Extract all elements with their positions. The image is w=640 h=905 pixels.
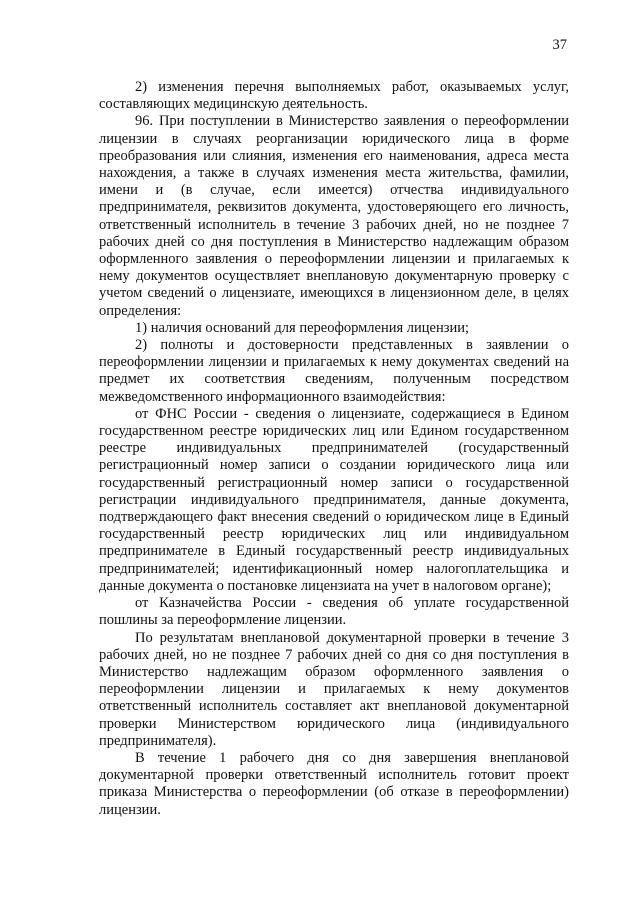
document-body [99,79,569,819]
paragraph-item-2: 2) изменения перечня выполняемых работ, оказываемых услуг, составляющих медицинскую деятельность. [99,79,569,113]
paragraph-list-item-2: 2) полноты и достоверности представленных в заявлении о переоформлении лицензии и прилагаемых к нему документах сведений на предмет их соответствия сведениям, полученным посредством межведомственного информационного взаимодействия: [99,337,569,405]
page-number: 37 [552,37,567,53]
paragraph-fns-info: от ФНС России - сведения о лицензиате, содержащиеся в Едином государственном реестре юридических лиц или Едином государственном реестре индивидуальных предпринимателей (государственный регистрационный номер записи о создании юридического лица или государственный регистрационный номер записи о государственной регистрации индивидуального предпринимателя, данные документа, подтверждающего факт внесения сведений о юридическом лице в Единый государственный реестр юридических лиц или индивидуальном предпринимателе в Единый государственный реестр индивидуальных предпринимателей; идентификационный номер налогоплательщика и данные документа о постановке лицензиата на учет в налоговом органе); [99,405,569,594]
paragraph-96: 96. При поступлении в Министерство заявления о переоформлении лицензии в случаях реорганизации юридического лица в форме преобразования или слияния, изменения его наименования, адреса места нахождения, а также в случаях изменения места жительства, фамилии, имени и (в случае, если имеется) отчества индивидуального предпринимателя, реквизитов документа, удостоверяющего его личность, ответственный исполнитель в течение 3 рабочих дней, но не позднее 7 рабочих дней со дня поступления в Министерство надлежащим образом оформленного заявления о переоформлении лицензии и прилагаемых к нему документов осуществляет внеплановую документарную проверку с учетом сведений о лицензиате, имеющихся в лицензионном деле, в целях определения: [99,113,569,319]
paragraph-inspection-result: По результатам внеплановой документарной проверки в течение 3 рабочих дней, но не позднее 7 рабочих дней со дня со дня поступления в Министерство надлежащим образом оформленного заявления о переоформлении лицензии и прилагаемых к нему документов ответственный исполнитель составляет акт внеплановой документарной проверки Министерством юридического лица (индивидуального предпринимателя). [99,629,569,749]
paragraph-order-preparation: В течение 1 рабочего дня со дня завершения внеплановой документарной проверки ответственный исполнитель готовит проект приказа Министерства о переоформлении (об отказе в переоформлении) лицензии. [99,749,569,818]
paragraph-list-item-1: 1) наличия оснований для переоформления лицензии; [135,319,470,336]
paragraph-treasury-info: от Казначейства России - сведения об уплате государственной пошлины за переоформление лицензии. [99,595,569,629]
